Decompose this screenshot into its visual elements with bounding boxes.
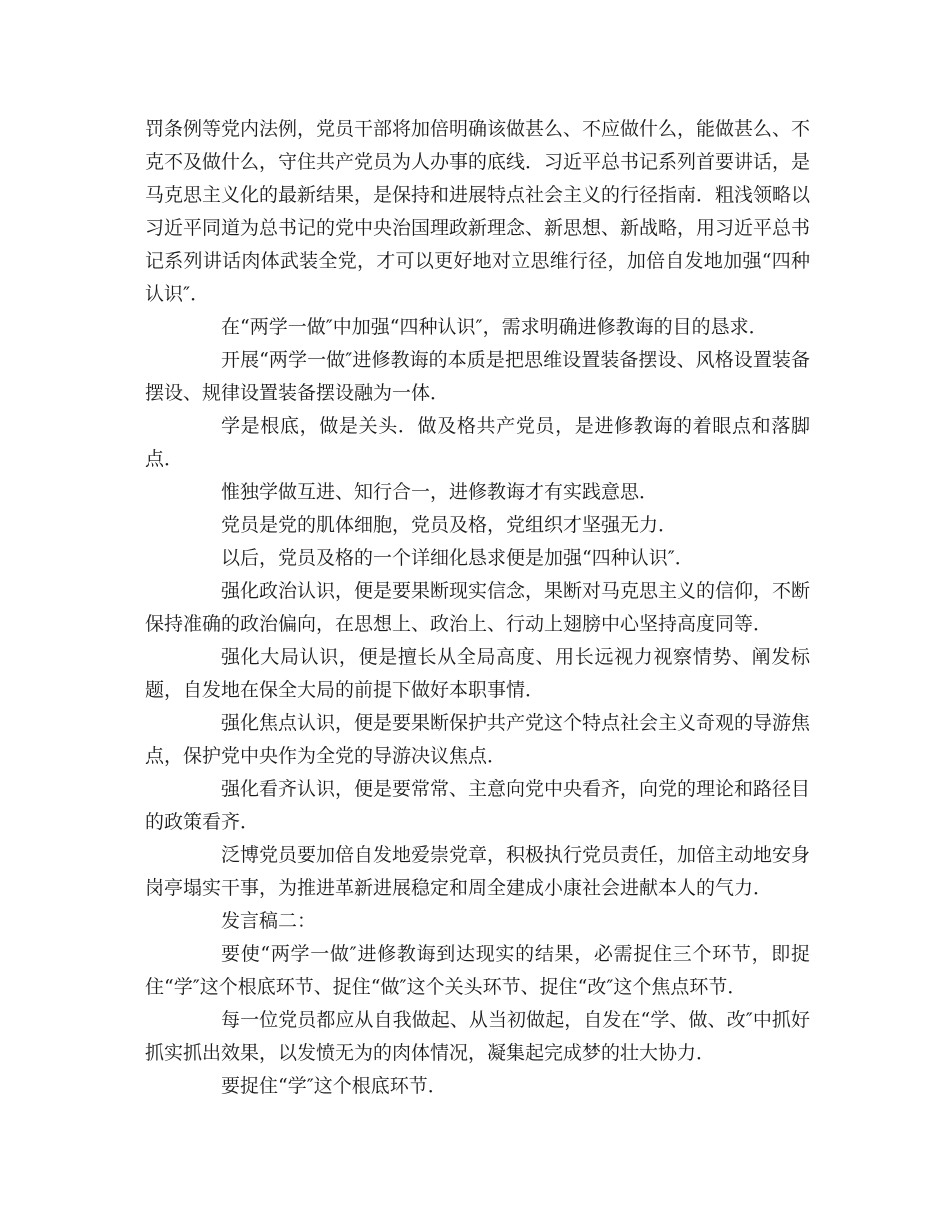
paragraph: 开展“两学一做″进修教诲的本质是把思维设置装备摆设、风格设置装备摆设、规律设置装备摆设融为一体． [145,349,810,404]
paragraph: 以后，党员及格的一个详细化恳求便是加强“四种认识″． [221,547,694,569]
paragraph: 强化政治认识，便是要果断现实信念，果断对马克思主义的信仰，不断保持准确的政治偏向，在思想上、政治上、行动上翅膀中心坚持高度同等． [145,580,811,635]
paragraph: 强化大局认识，便是擅长从全局高度、用长远视力视察情势、阐发标题，自发地在保全大局的前提下做好本职事情． [145,646,810,701]
paragraph: 要捉住“学″这个根底环节． [221,1075,447,1097]
paragraph: 党员是党的肌体细胞，党员及格，党组织才坚强无力． [221,514,678,536]
paragraph: 泛博党员要加倍自发地爱崇党章，积极执行党员责任，加倍主动地安身岗亭塌实干事，为推进革新进展稳定和周全建成小康社会进献本人的气力． [145,844,811,899]
paragraph: 学是根底，做是关头．做及格共产党员，是进修教诲的着眼点和落脚点． [145,415,810,470]
section-heading: 发言稿二： [221,910,317,932]
paragraph: 强化焦点认识，便是要果断保护共产党这个特点社会主义奇观的导游焦点，保护党中央作为全党的导游决议焦点． [145,712,811,767]
paragraph: 强化看齐认识，便是要常常、主意向党中央看齐，向党的理论和路径目的政策看齐． [145,778,811,833]
paragraph: 每一位党员都应从自我做起、从当初做起，自发在“学、做、改″中抓好抓实抓出效果，以发愤无为的肉体情况，凝集起完成梦的壮大协力． [145,1009,810,1064]
paragraph: 要使“两学一做″进修教诲到达现实的结果，必需捉住三个环节，即捉住“学″这个根底环节、捉住“做″这个关头环节、捉住“改″这个焦点环节． [145,943,810,998]
paragraph: 在“两学一做″中加强“四种认识″，需求明确进修教诲的目的恳求． [221,316,768,338]
paragraph: 惟独学做互进、知行合一，进修教诲才有实践意思． [221,481,659,503]
paragraph: 罚条例等党内法例，党员干部将加倍明确该做甚么、不应做什么，能做甚么、不克不及做什么，守住共产党员为人办事的底线．习近平总书记系列首要讲话，是马克思主义化的最新结果，是保持和进展特点社会主义的行径指南．粗浅领略以习近平同道为总书记的党中央治国理政新理念、新思想、新战略，用习近平总书记系列讲话肉体武装全党，才可以更好地对立思维行径，加倍自发地加强“四种认识″． [145,118,811,305]
document-body [145,113,810,1103]
